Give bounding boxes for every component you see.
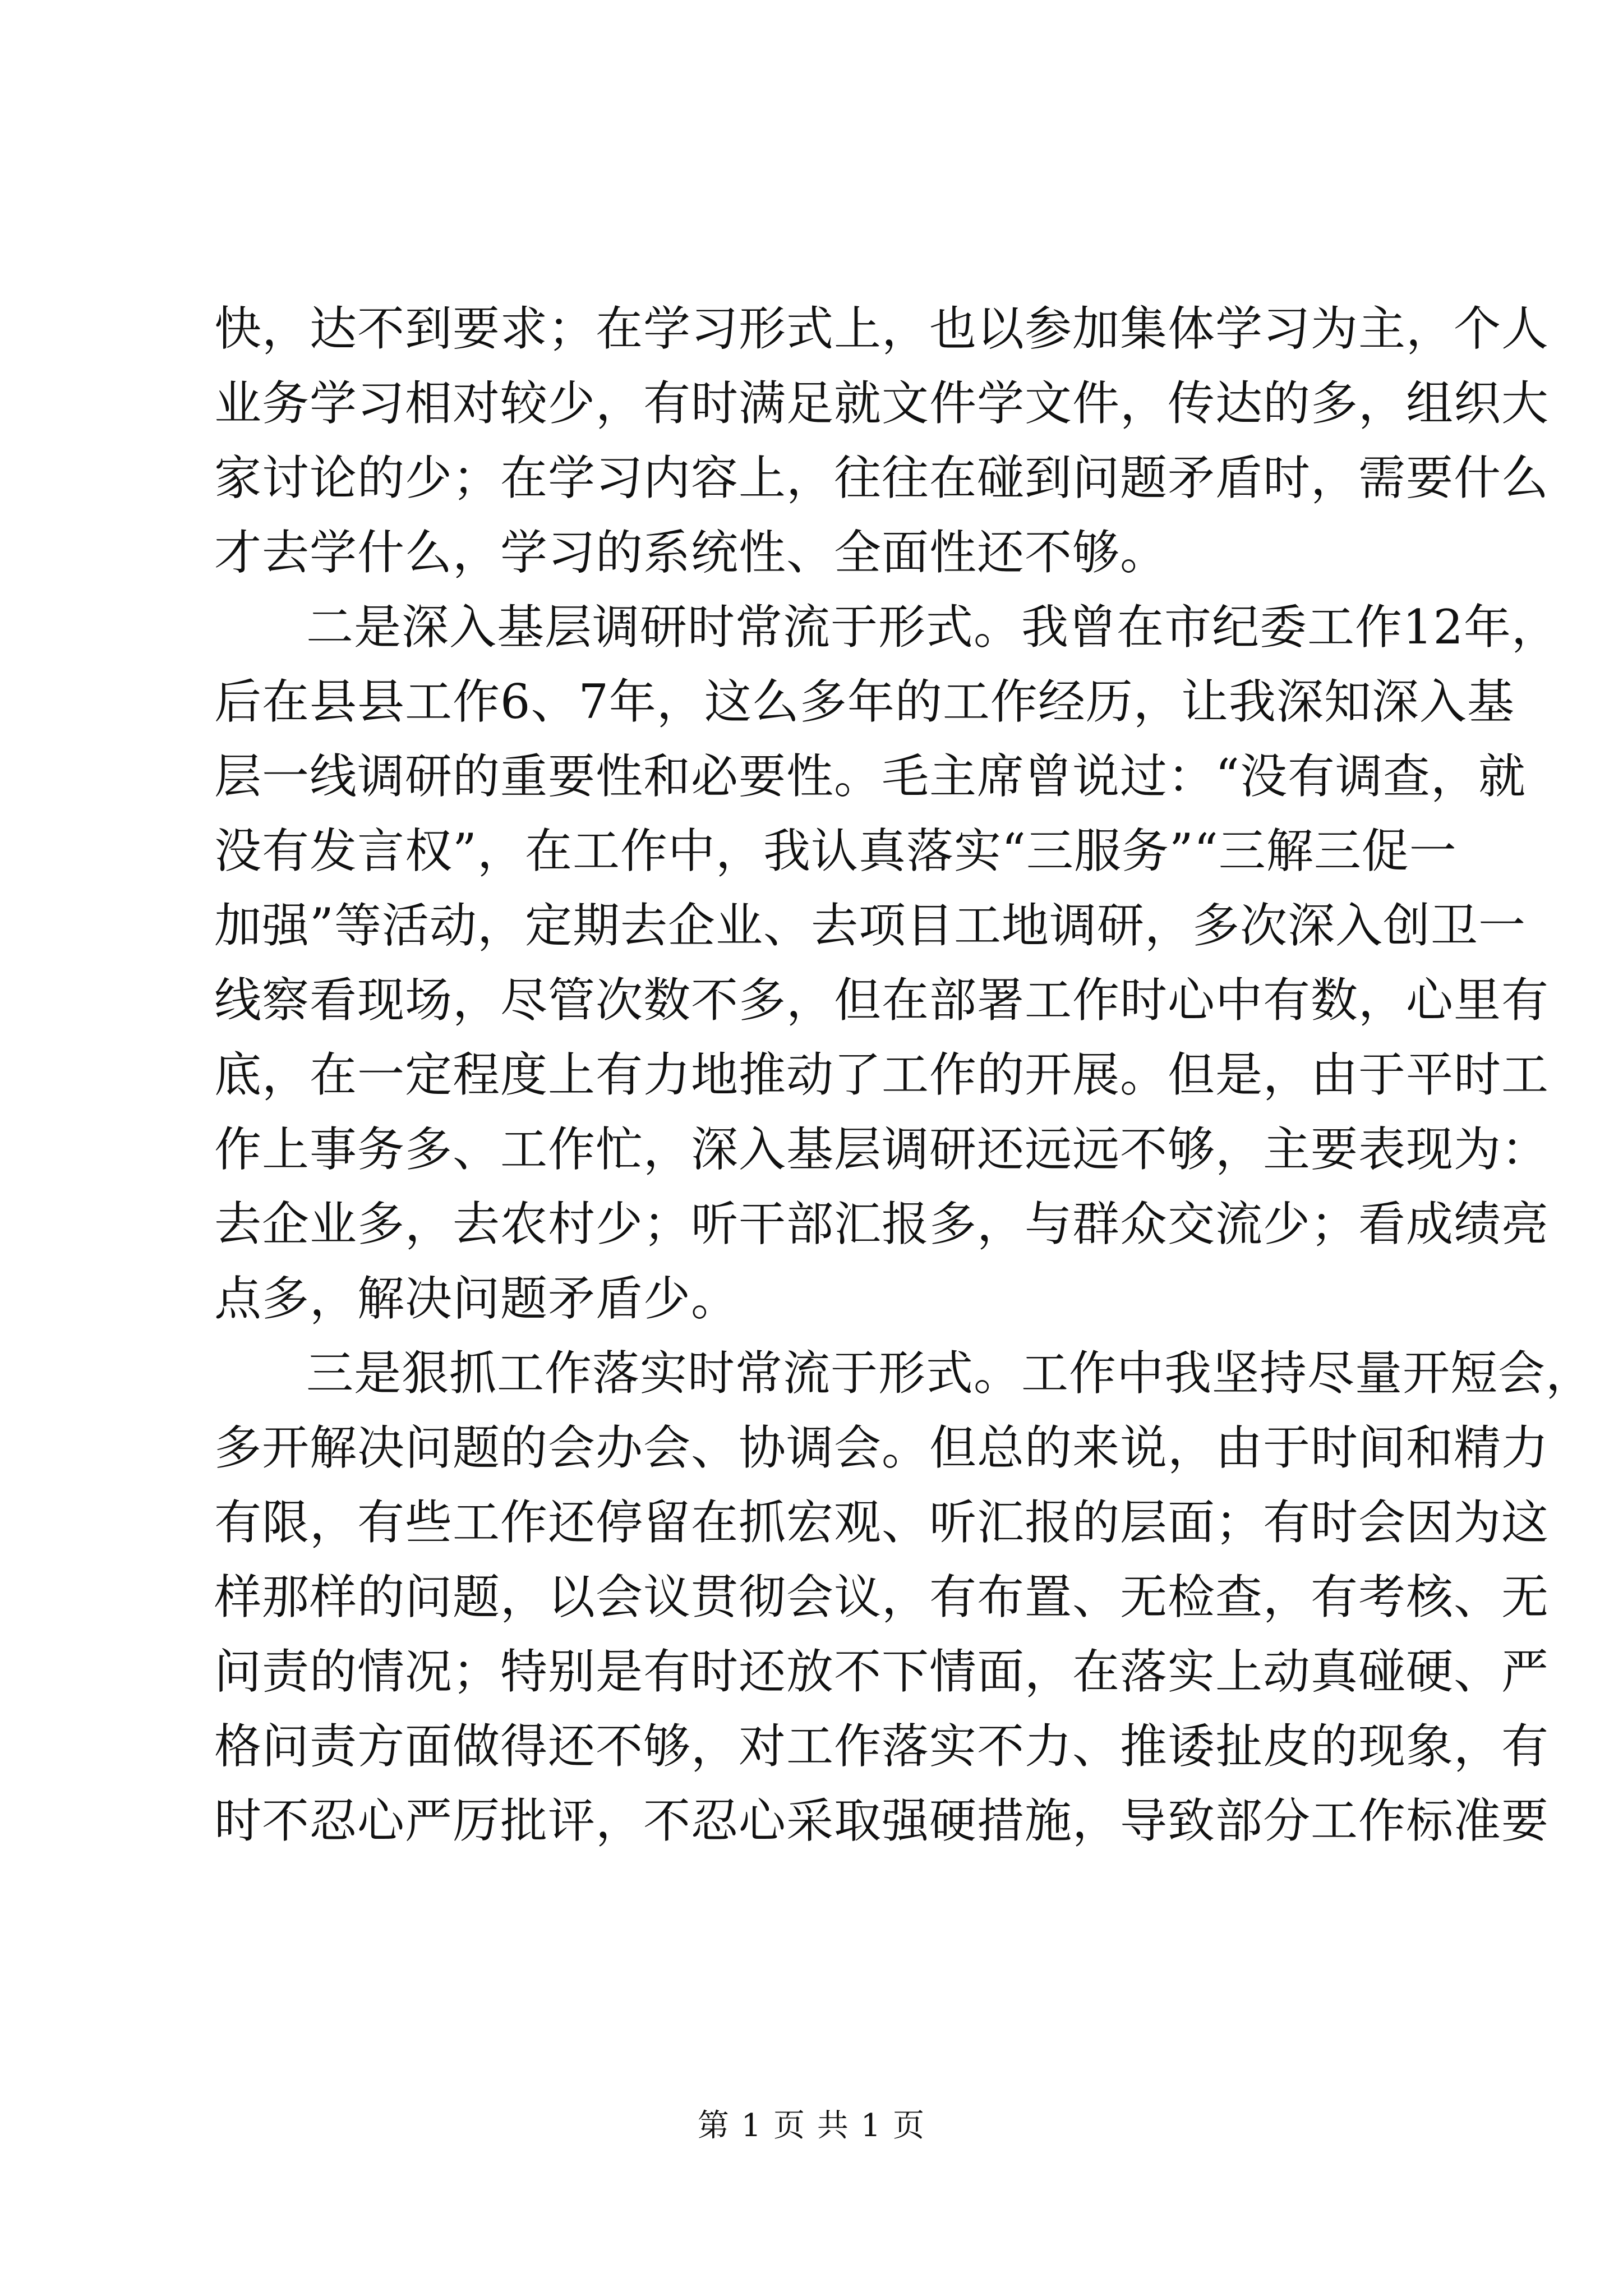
text-line: 有限，有些工作还停留在抓宏观、听汇报的层面；有时会因为这	[214, 1495, 1550, 1550]
text-line: 层一线调研的重要性和必要性。毛主席曾说过：“没有调查，就	[214, 749, 1526, 804]
text-line: 后在县县工作6、7年，这么多年的工作经历，让我深知深入基	[214, 674, 1515, 729]
paragraph-study-form	[214, 292, 1550, 590]
paragraph-work-implementation	[214, 1336, 1594, 1858]
text-line: 时不忍心严厉批评，不忍心采取强硬措施，导致部分工作标准要	[214, 1793, 1550, 1848]
text-line: 没有发言权”，在工作中，我认真落实“三服务”“三解三促一	[214, 823, 1457, 878]
text-line: 样那样的问题，以会议贯彻会议，有布置、无检查，有考核、无	[214, 1570, 1550, 1625]
text-line: 线察看现场，尽管次数不多，但在部署工作时心中有数，心里有	[214, 973, 1550, 1028]
text-line: 家讨论的少；在学习内容上，往往在碰到问题矛盾时，需要什么	[214, 450, 1550, 505]
document-body	[214, 292, 1594, 1858]
page-footer	[0, 2104, 1623, 2148]
paragraph-grassroots-research	[214, 590, 1559, 1336]
text-line: 三是狠抓工作落实时常流于形式。工作中我坚持尽量开短会，	[306, 1346, 1594, 1401]
text-line: 问责的情况；特别是有时还放不下情面，在落实上动真碰硬、严	[214, 1644, 1550, 1699]
text-line: 加强”等活动，定期去企业、去项目工地调研，多次深入创卫一	[214, 898, 1526, 953]
text-line: 格问责方面做得还不够，对工作落实不力、推诿扯皮的现象，有	[214, 1719, 1550, 1774]
text-line: 作上事务多、工作忙，深入基层调研还远远不够，主要表现为：	[214, 1122, 1550, 1177]
text-line: 快，达不到要求；在学习形式上，也以参加集体学习为主，个人	[214, 301, 1550, 356]
text-line: 点多，解决问题矛盾少。	[214, 1271, 739, 1326]
text-line: 业务学习相对较少，有时满足就文件学文件，传达的多，组织大	[214, 376, 1550, 431]
text-line: 多开解决问题的会办会、协调会。但总的来说，由于时间和精力	[214, 1420, 1550, 1475]
page-number-label: 第 1 页 共 1 页	[697, 2108, 926, 2144]
text-line: 才去学什么，学习的系统性、全面性还不够。	[214, 525, 1168, 580]
text-line: 去企业多，去农村少；听干部汇报多，与群众交流少；看成绩亮	[214, 1197, 1550, 1251]
text-line: 二是深入基层调研时常流于形式。我曾在市纪委工作12年，	[306, 600, 1559, 655]
text-line: 底，在一定程度上有力地推动了工作的开展。但是，由于平时工	[214, 1047, 1550, 1102]
